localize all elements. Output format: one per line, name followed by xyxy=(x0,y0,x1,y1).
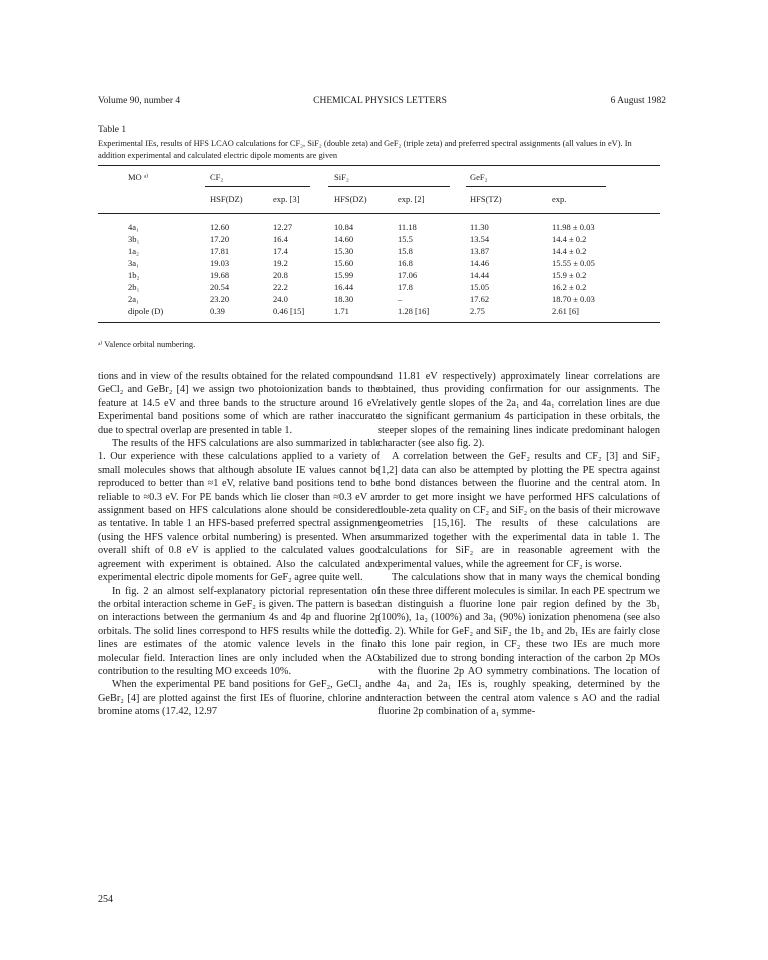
page-number: 254 xyxy=(98,894,113,905)
table-top-rule xyxy=(98,165,660,166)
paragraph: A correlation between the GeF₂ results and CF₂ [3] and SiF₂ [1,2] data can also be attempted by plotting the PE spectra against the bond distances between the fluorine and the central atom. In order to get more insight we have performed HFS calculations of double-zeta quality on CF₂ and SiF₂ on the basis of their microwave geometries [15,16]. The results of these calculations are summarized together with the experimental data in table 1. The calculations for SiF₂ are in reasonable agreement with the experimental values, while the agreement for CF₂ is worse. xyxy=(378,451,660,570)
table-cell: 19.68 xyxy=(210,270,230,280)
table-cell-mo: 1b₂ xyxy=(128,270,140,280)
table-cell: 18.30 xyxy=(334,294,354,304)
subheader-gef2-exp: exp. xyxy=(552,194,567,204)
paragraph: When the experimental PE band positions for GeF₂, GeCl₂ and GeBr₂ [4] are plotted against the first IEs of fluorine, chlorine and bromine atoms (17.42, 12.97 xyxy=(98,679,380,718)
subheader-cf2-exp: exp. [3] xyxy=(273,194,300,204)
table-cell: 17.81 xyxy=(210,246,230,256)
table-footnote: ᵃ⁾ Valence orbital numbering. xyxy=(98,340,196,349)
paragraph: The results of the HFS calculations are also summarized in table 1. Our experience with these calculations applied to a variety of small molecules shows that although absolute IE values cannot be reproduced to better than ≈1 eV, relative band positions tend to be reliable to ≈0.3 eV. For PE bands which lie closer than ≈0.3 eV an assignment based on HFS calculations alone should be considered as tentative. In table 1 an HFS-based preferred spectral assignment (using the HFS valence orbital numbering) is presented. When an overall shift of 0.8 eV is applied to the calculated values good agreement with experiment is obtained. Also the calculated and experimental electric dipole moments for GeF₂ agree quite well. xyxy=(98,438,380,584)
paragraph: In fig. 2 an almost self-explanatory pictorial representation of the orbital interaction scheme in GeF₂ is given. The pattern is based on interactions between the germanium 4s and 4p and fluorine 2p orbitals. The solid lines correspond to HFS results while the dotted lines are estimates of the atomic valence levels in the final molecular field. Interaction lines are only included when the AO contribution to the resulting MO exceeds 10%. xyxy=(98,585,380,677)
table-cell-mo: dipole (D) xyxy=(128,306,164,316)
table-cell: 19.03 xyxy=(210,258,230,268)
subheader-sif2-calc: HFS(DZ) xyxy=(334,194,367,204)
table-cell: 18.70 ± 0.03 xyxy=(552,294,595,304)
table-cell: 14.4 ± 0.2 xyxy=(552,246,587,256)
table-cell: 15.30 xyxy=(334,246,354,256)
table-cell: 24.0 xyxy=(273,294,288,304)
table-cell: 16.2 ± 0.2 xyxy=(552,282,587,292)
table-cell: 17.8 xyxy=(398,282,413,292)
group-header-sif2: SiF₂ xyxy=(334,172,349,182)
table-cell: – xyxy=(398,294,403,304)
paragraph: and 11.81 eV respectively) approximately linear correlations are obtained, thus providing confirmation for our assignments. The relatively gentle slopes of the 2a₁ and 4a₁ correlation lines are due to the significant germanium 4s participation in these orbitals, the steeper slopes of the remaining lines indicate predominant halogen character (see also fig. 2). xyxy=(378,371,660,450)
table-cell-mo: 1a₂ xyxy=(128,246,139,256)
group-rule-cf2 xyxy=(205,186,310,187)
table-cell: 1.28 [16] xyxy=(398,306,430,316)
table-cell: 17.20 xyxy=(210,234,230,244)
table-cell: 16.8 xyxy=(398,258,413,268)
table-cell: 12.60 xyxy=(210,222,230,232)
paragraph: The calculations show that in many ways the chemical bonding in these three different molecules is similar. In each PE spectrum we can distinguish a fluorine lone pair region defined by the 3b₁ (100%), 1a₂ (100%) and 3a₁ (90%) ionization phenomena (see also fig. 2). While for GeF₂ and SiF₂ the 1b₂ and 2b₁ IEs are fairly close to this lone pair region, in CF₂ these two IEs are much more stabilized due to strong bonding interaction of the carbon 2p MOs with the fluorine 2p AO symmetry combinations. The location of the 4a₁ and 2a₁ IEs is, roughly speaking, determined by the interaction between the central atom valence s AO and the radial fluorine 2p combination of a₁ symme- xyxy=(378,572,660,718)
group-rule-gef2 xyxy=(466,186,606,187)
group-header-gef2: GeF₂ xyxy=(470,172,488,182)
table-cell: 13.54 xyxy=(470,234,490,244)
table-cell: 1.71 xyxy=(334,306,349,316)
table-caption: Experimental IEs, results of HFS LCAO calculations for CF₂, SiF₂ (double zeta) and GeF₂ (triple zeta) and preferred spectral assignments (all values in eV). In addition experimental and calculated electric dipole moments are given xyxy=(98,139,632,160)
table-cell-mo: 4a₁ xyxy=(128,222,139,232)
volume-info: Volume 90, number 4 xyxy=(98,96,181,106)
table-cell: 17.62 xyxy=(470,294,490,304)
issue-date: 6 August 1982 xyxy=(610,96,666,106)
table-cell: 16.4 xyxy=(273,234,288,244)
table-cell: 15.55 ± 0.05 xyxy=(552,258,595,268)
table-cell: 15.8 xyxy=(398,246,413,256)
table-cell: 11.18 xyxy=(398,222,417,232)
subheader-gef2-calc: HFS(TZ) xyxy=(470,194,502,204)
table-cell: 15.60 xyxy=(334,258,354,268)
table-cell: 11.98 ± 0.03 xyxy=(552,222,595,232)
left-column xyxy=(98,370,380,719)
table-cell: 2.75 xyxy=(470,306,485,316)
table-cell: 15.9 ± 0.2 xyxy=(552,270,587,280)
table-bottom-rule xyxy=(98,322,660,323)
group-header-cf2: CF₂ xyxy=(210,172,224,182)
table-cell: 11.30 xyxy=(470,222,489,232)
table-cell-mo: 2a₁ xyxy=(128,294,139,304)
table-cell: 14.46 xyxy=(470,258,490,268)
table-cell: 15.05 xyxy=(470,282,490,292)
subheader-cf2-calc: HSF(DZ) xyxy=(210,194,243,204)
table-cell: 19.2 xyxy=(273,258,288,268)
table-cell: 15.99 xyxy=(334,270,354,280)
table-cell: 20.54 xyxy=(210,282,230,292)
table-cell: 2.61 [6] xyxy=(552,306,579,316)
table-cell: 16.44 xyxy=(334,282,354,292)
table-cell: 17.06 xyxy=(398,270,418,280)
table-cell: 13.87 xyxy=(470,246,490,256)
table-cell: 14.60 xyxy=(334,234,354,244)
subheader-sif2-exp: exp. [2] xyxy=(398,194,425,204)
table-cell: 0.39 xyxy=(210,306,225,316)
table-cell-mo: 3b₁ xyxy=(128,234,140,244)
right-column xyxy=(378,370,660,719)
table-cell: 20.8 xyxy=(273,270,288,280)
table-cell: 14.44 xyxy=(470,270,490,280)
table-cell-mo: 2b₁ xyxy=(128,282,140,292)
table-cell: 0.46 [15] xyxy=(273,306,305,316)
table-cell: 23.20 xyxy=(210,294,230,304)
table-cell: 14.4 ± 0.2 xyxy=(552,234,587,244)
paragraph: tions and in view of the results obtained for the related compounds GeCl₂ and GeBr₂ [4] we assign two photoionization bands to the feature at 14.5 eV and three bands to the structure around 16 eV. Experimental band positions some of which are rather inaccurate due to spectral overlap are presented in table 1. xyxy=(98,371,380,436)
journal-name: CHEMICAL PHYSICS LETTERS xyxy=(313,96,447,106)
table-cell-mo: 3a₁ xyxy=(128,258,139,268)
table-cell: 22.2 xyxy=(273,282,288,292)
table-label: Table 1 xyxy=(98,125,127,135)
group-rule-sif2 xyxy=(328,186,450,187)
table-cell: 15.5 xyxy=(398,234,413,244)
mo-header: MO ᵃ⁾ xyxy=(128,172,149,182)
table-header-rule xyxy=(98,213,660,214)
table-cell: 10.84 xyxy=(334,222,354,232)
table-cell: 17.4 xyxy=(273,246,288,256)
table-cell: 12.27 xyxy=(273,222,293,232)
